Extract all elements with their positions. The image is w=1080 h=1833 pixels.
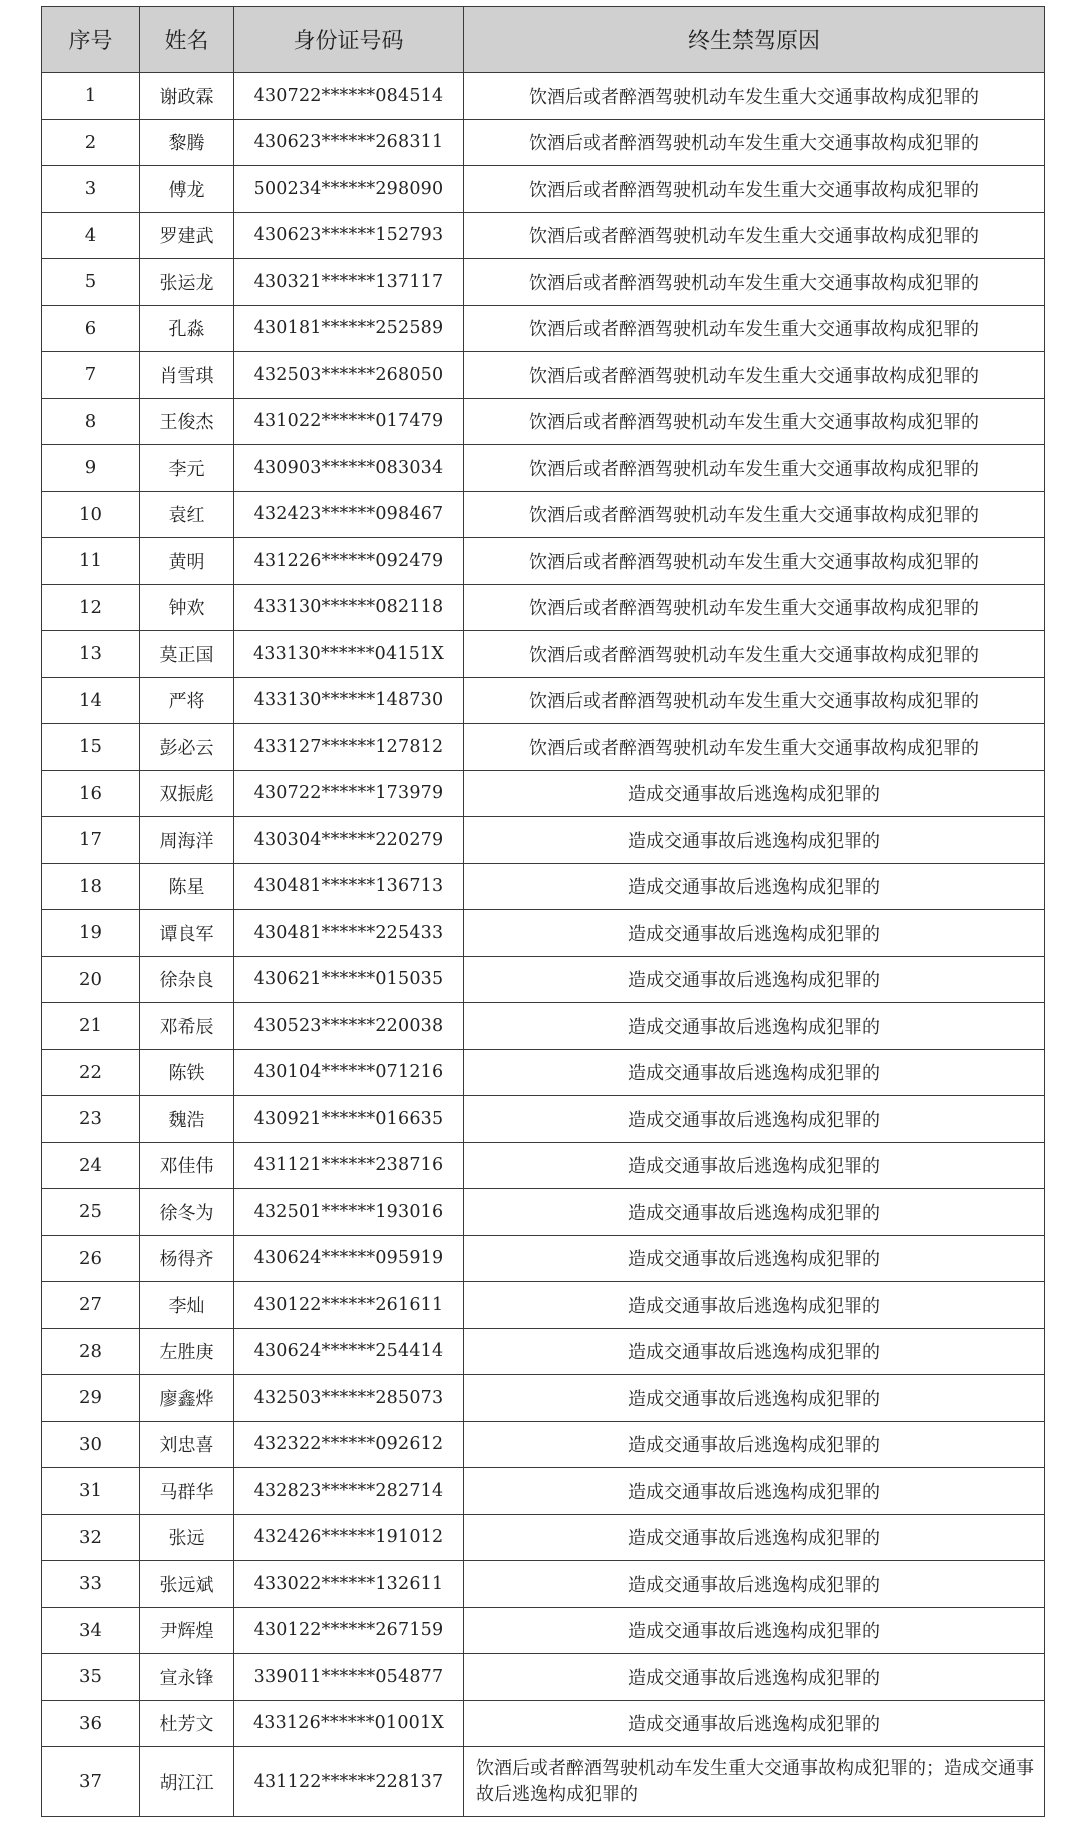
row-number: 13 <box>42 631 140 678</box>
table-row <box>42 259 1045 306</box>
row-number: 14 <box>42 677 140 724</box>
row-id-number: 430621******015035 <box>234 956 464 1003</box>
row-name: 徐冬为 <box>140 1189 234 1236</box>
row-ban-reason: 饮酒后或者醉酒驾驶机动车发生重大交通事故构成犯罪的 <box>464 631 1045 678</box>
row-ban-reason: 饮酒后或者醉酒驾驶机动车发生重大交通事故构成犯罪的 <box>464 491 1045 538</box>
row-ban-reason: 饮酒后或者醉酒驾驶机动车发生重大交通事故构成犯罪的 <box>464 73 1045 120</box>
row-id-number: 432322******092612 <box>234 1421 464 1468</box>
table-row <box>42 1049 1045 1096</box>
row-id-number: 430722******084514 <box>234 73 464 120</box>
row-ban-reason: 饮酒后或者醉酒驾驶机动车发生重大交通事故构成犯罪的 <box>464 538 1045 585</box>
row-number: 23 <box>42 1096 140 1143</box>
row-id-number: 430122******261611 <box>234 1282 464 1329</box>
row-number: 30 <box>42 1421 140 1468</box>
row-name: 张远 <box>140 1514 234 1561</box>
row-number: 10 <box>42 491 140 538</box>
row-number: 34 <box>42 1607 140 1654</box>
row-name: 黄明 <box>140 538 234 585</box>
row-name: 罗建武 <box>140 212 234 259</box>
row-name: 孔淼 <box>140 305 234 352</box>
row-number: 27 <box>42 1282 140 1329</box>
row-ban-reason: 饮酒后或者醉酒驾驶机动车发生重大交通事故构成犯罪的 <box>464 445 1045 492</box>
row-name: 李元 <box>140 445 234 492</box>
row-id-number: 431022******017479 <box>234 398 464 445</box>
row-number: 25 <box>42 1189 140 1236</box>
table-row <box>42 1607 1045 1654</box>
row-ban-reason: 造成交通事故后逃逸构成犯罪的 <box>464 1096 1045 1143</box>
row-ban-reason: 造成交通事故后逃逸构成犯罪的 <box>464 1375 1045 1422</box>
row-name: 邓佳伟 <box>140 1142 234 1189</box>
row-name: 邓希辰 <box>140 1003 234 1050</box>
row-id-number: 430722******173979 <box>234 770 464 817</box>
row-id-number: 430181******252589 <box>234 305 464 352</box>
row-id-number: 430481******225433 <box>234 910 464 957</box>
row-name: 李灿 <box>140 1282 234 1329</box>
row-id-number: 430304******220279 <box>234 817 464 864</box>
row-id-number: 433130******148730 <box>234 677 464 724</box>
row-number: 8 <box>42 398 140 445</box>
header-ban-reason: 终生禁驾原因 <box>464 7 1045 73</box>
row-ban-reason: 造成交通事故后逃逸构成犯罪的 <box>464 1328 1045 1375</box>
row-ban-reason: 造成交通事故后逃逸构成犯罪的 <box>464 817 1045 864</box>
table-row <box>42 398 1045 445</box>
row-id-number: 430523******220038 <box>234 1003 464 1050</box>
table-row <box>42 770 1045 817</box>
row-name: 傅龙 <box>140 166 234 213</box>
row-number: 20 <box>42 956 140 1003</box>
row-ban-reason: 造成交通事故后逃逸构成犯罪的 <box>464 1607 1045 1654</box>
row-number: 28 <box>42 1328 140 1375</box>
row-name: 肖雪琪 <box>140 352 234 399</box>
row-name: 徐杂良 <box>140 956 234 1003</box>
row-ban-reason: 造成交通事故后逃逸构成犯罪的 <box>464 1421 1045 1468</box>
row-ban-reason: 造成交通事故后逃逸构成犯罪的 <box>464 1189 1045 1236</box>
row-ban-reason: 造成交通事故后逃逸构成犯罪的 <box>464 1142 1045 1189</box>
table-row <box>42 1514 1045 1561</box>
header-number: 序号 <box>42 7 140 73</box>
row-ban-reason: 造成交通事故后逃逸构成犯罪的 <box>464 1468 1045 1515</box>
row-ban-reason: 造成交通事故后逃逸构成犯罪的 <box>464 1235 1045 1282</box>
row-name: 宣永锋 <box>140 1654 234 1701</box>
row-name: 张远斌 <box>140 1561 234 1608</box>
row-id-number: 430481******136713 <box>234 863 464 910</box>
row-ban-reason: 饮酒后或者醉酒驾驶机动车发生重大交通事故构成犯罪的 <box>464 398 1045 445</box>
header-row <box>42 7 1045 73</box>
row-number: 22 <box>42 1049 140 1096</box>
table-row <box>42 584 1045 631</box>
row-name: 王俊杰 <box>140 398 234 445</box>
row-ban-reason: 造成交通事故后逃逸构成犯罪的 <box>464 1003 1045 1050</box>
row-name: 马群华 <box>140 1468 234 1515</box>
table-row <box>42 817 1045 864</box>
table-row <box>42 1328 1045 1375</box>
row-name: 刘忠喜 <box>140 1421 234 1468</box>
row-number: 26 <box>42 1235 140 1282</box>
row-number: 3 <box>42 166 140 213</box>
row-id-number: 430624******254414 <box>234 1328 464 1375</box>
row-ban-reason: 造成交通事故后逃逸构成犯罪的 <box>464 1282 1045 1329</box>
row-ban-reason: 造成交通事故后逃逸构成犯罪的 <box>464 1700 1045 1747</box>
row-id-number: 431121******238716 <box>234 1142 464 1189</box>
row-number: 29 <box>42 1375 140 1422</box>
row-number: 7 <box>42 352 140 399</box>
row-name: 莫正国 <box>140 631 234 678</box>
row-number: 11 <box>42 538 140 585</box>
row-ban-reason: 造成交通事故后逃逸构成犯罪的 <box>464 1049 1045 1096</box>
row-ban-reason: 饮酒后或者醉酒驾驶机动车发生重大交通事故构成犯罪的 <box>464 584 1045 631</box>
row-id-number: 430321******137117 <box>234 259 464 306</box>
table-row <box>42 677 1045 724</box>
lifetime-driving-ban-table <box>41 6 1045 1817</box>
row-name: 杜芳文 <box>140 1700 234 1747</box>
row-number: 12 <box>42 584 140 631</box>
table-row <box>42 1561 1045 1608</box>
row-number: 15 <box>42 724 140 771</box>
table-row <box>42 956 1045 1003</box>
row-name: 尹辉煌 <box>140 1607 234 1654</box>
row-name: 黎腾 <box>140 119 234 166</box>
table-row <box>42 1282 1045 1329</box>
row-name: 左胜庚 <box>140 1328 234 1375</box>
row-ban-reason: 造成交通事故后逃逸构成犯罪的 <box>464 1654 1045 1701</box>
row-ban-reason: 造成交通事故后逃逸构成犯罪的 <box>464 910 1045 957</box>
table-row <box>42 863 1045 910</box>
table-row <box>42 538 1045 585</box>
row-number: 33 <box>42 1561 140 1608</box>
row-name: 胡江江 <box>140 1747 234 1817</box>
row-ban-reason: 饮酒后或者醉酒驾驶机动车发生重大交通事故构成犯罪的 <box>464 259 1045 306</box>
header-name: 姓名 <box>140 7 234 73</box>
row-ban-reason: 饮酒后或者醉酒驾驶机动车发生重大交通事故构成犯罪的 <box>464 119 1045 166</box>
row-ban-reason: 造成交通事故后逃逸构成犯罪的 <box>464 770 1045 817</box>
row-number: 37 <box>42 1747 140 1817</box>
row-ban-reason: 饮酒后或者醉酒驾驶机动车发生重大交通事故构成犯罪的 <box>464 305 1045 352</box>
row-number: 5 <box>42 259 140 306</box>
row-id-number: 430921******016635 <box>234 1096 464 1143</box>
row-id-number: 432423******098467 <box>234 491 464 538</box>
header-id-number: 身份证号码 <box>234 7 464 73</box>
row-name: 陈星 <box>140 863 234 910</box>
row-id-number: 500234******298090 <box>234 166 464 213</box>
row-number: 36 <box>42 1700 140 1747</box>
table-row <box>42 1747 1045 1817</box>
table-row <box>42 910 1045 957</box>
row-number: 4 <box>42 212 140 259</box>
row-ban-reason: 造成交通事故后逃逸构成犯罪的 <box>464 956 1045 1003</box>
row-ban-reason: 造成交通事故后逃逸构成犯罪的 <box>464 1561 1045 1608</box>
row-number: 17 <box>42 817 140 864</box>
row-ban-reason: 饮酒后或者醉酒驾驶机动车发生重大交通事故构成犯罪的 <box>464 166 1045 213</box>
table-row <box>42 1189 1045 1236</box>
table-body <box>42 73 1045 1817</box>
row-name: 魏浩 <box>140 1096 234 1143</box>
table-row <box>42 73 1045 120</box>
row-id-number: 432501******193016 <box>234 1189 464 1236</box>
row-number: 31 <box>42 1468 140 1515</box>
row-number: 16 <box>42 770 140 817</box>
table-row <box>42 1235 1045 1282</box>
table-row <box>42 1700 1045 1747</box>
row-number: 1 <box>42 73 140 120</box>
table-row <box>42 166 1045 213</box>
row-ban-reason: 饮酒后或者醉酒驾驶机动车发生重大交通事故构成犯罪的 <box>464 212 1045 259</box>
table-row <box>42 491 1045 538</box>
row-id-number: 431122******228137 <box>234 1747 464 1817</box>
row-id-number: 432426******191012 <box>234 1514 464 1561</box>
row-id-number: 430104******071216 <box>234 1049 464 1096</box>
table-header <box>42 7 1045 73</box>
table-row <box>42 119 1045 166</box>
row-id-number: 433022******132611 <box>234 1561 464 1608</box>
row-name: 钟欢 <box>140 584 234 631</box>
row-id-number: 433126******01001X <box>234 1700 464 1747</box>
row-ban-reason: 饮酒后或者醉酒驾驶机动车发生重大交通事故构成犯罪的 <box>464 352 1045 399</box>
table-row <box>42 305 1045 352</box>
row-number: 35 <box>42 1654 140 1701</box>
row-number: 6 <box>42 305 140 352</box>
table-row <box>42 1654 1045 1701</box>
table-row <box>42 1096 1045 1143</box>
row-id-number: 430623******152793 <box>234 212 464 259</box>
table-row <box>42 631 1045 678</box>
row-name: 张运龙 <box>140 259 234 306</box>
row-ban-reason: 饮酒后或者醉酒驾驶机动车发生重大交通事故构成犯罪的 <box>464 677 1045 724</box>
row-name: 谢政霖 <box>140 73 234 120</box>
row-id-number: 432503******285073 <box>234 1375 464 1422</box>
row-name: 廖鑫烨 <box>140 1375 234 1422</box>
table-row <box>42 724 1045 771</box>
row-name: 严将 <box>140 677 234 724</box>
row-id-number: 430903******083034 <box>234 445 464 492</box>
table-row <box>42 1375 1045 1422</box>
row-name: 彭必云 <box>140 724 234 771</box>
row-name: 杨得齐 <box>140 1235 234 1282</box>
row-id-number: 433130******04151X <box>234 631 464 678</box>
table-row <box>42 1142 1045 1189</box>
row-id-number: 430624******095919 <box>234 1235 464 1282</box>
row-name: 陈铁 <box>140 1049 234 1096</box>
row-number: 19 <box>42 910 140 957</box>
row-id-number: 431226******092479 <box>234 538 464 585</box>
row-id-number: 433127******127812 <box>234 724 464 771</box>
row-ban-reason: 造成交通事故后逃逸构成犯罪的 <box>464 863 1045 910</box>
row-id-number: 432503******268050 <box>234 352 464 399</box>
row-ban-reason: 造成交通事故后逃逸构成犯罪的 <box>464 1514 1045 1561</box>
row-name: 双振彪 <box>140 770 234 817</box>
row-id-number: 430122******267159 <box>234 1607 464 1654</box>
row-name: 袁红 <box>140 491 234 538</box>
row-name: 周海洋 <box>140 817 234 864</box>
table-row <box>42 1468 1045 1515</box>
row-number: 32 <box>42 1514 140 1561</box>
row-number: 9 <box>42 445 140 492</box>
row-number: 21 <box>42 1003 140 1050</box>
row-id-number: 432823******282714 <box>234 1468 464 1515</box>
table-row <box>42 352 1045 399</box>
row-number: 24 <box>42 1142 140 1189</box>
table-row <box>42 1421 1045 1468</box>
table-row <box>42 1003 1045 1050</box>
row-id-number: 339011******054877 <box>234 1654 464 1701</box>
row-id-number: 433130******082118 <box>234 584 464 631</box>
row-ban-reason: 饮酒后或者醉酒驾驶机动车发生重大交通事故构成犯罪的；造成交通事故后逃逸构成犯罪的 <box>464 1747 1045 1817</box>
table-row <box>42 212 1045 259</box>
row-number: 18 <box>42 863 140 910</box>
table-row <box>42 445 1045 492</box>
row-ban-reason: 饮酒后或者醉酒驾驶机动车发生重大交通事故构成犯罪的 <box>464 724 1045 771</box>
row-number: 2 <box>42 119 140 166</box>
row-name: 谭良军 <box>140 910 234 957</box>
row-id-number: 430623******268311 <box>234 119 464 166</box>
